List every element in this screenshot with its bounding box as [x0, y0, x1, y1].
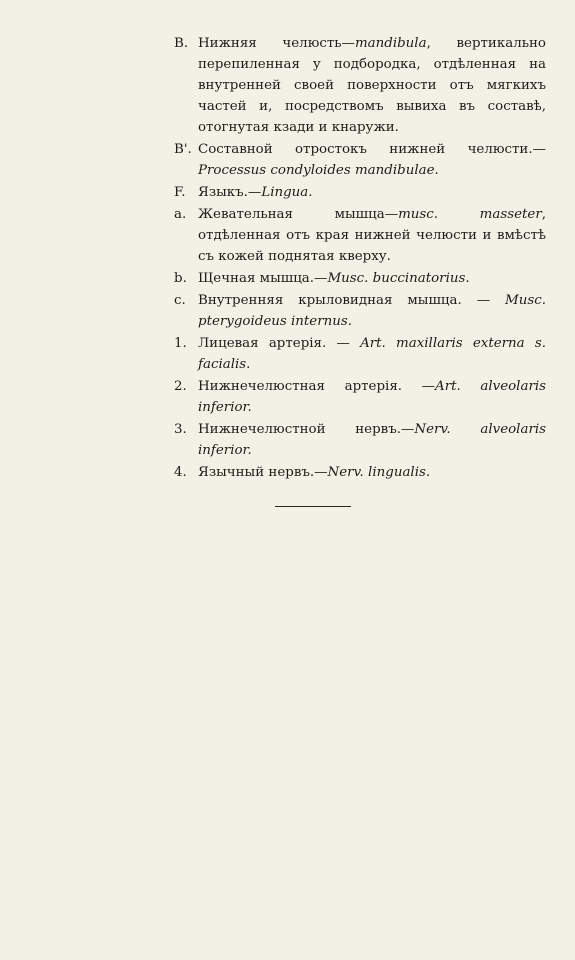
legend-entry-B: [174, 33, 546, 138]
legend-entry-1: [174, 333, 546, 375]
legend-entry-a: [174, 204, 546, 267]
entry-key: B'.: [174, 142, 192, 157]
legend-entry-3: [174, 419, 546, 461]
legend-entry-2: [174, 376, 546, 418]
entry-text: Внутренняя крыловидная мышца. — Musc. pterygoideus internus.: [198, 293, 546, 329]
entry-text: Нижнечелюстной нервъ.—Nerv. alveolaris inferior.: [198, 422, 546, 458]
entry-key: 4.: [174, 465, 187, 480]
entry-key: 2.: [174, 379, 187, 394]
legend-entry-c: [174, 290, 546, 332]
entry-text: Составной отростокъ нижней челюсти.—Processus condyloides mandibulae.: [198, 142, 546, 178]
entry-key: 3.: [174, 422, 187, 437]
entry-text: Языкъ.—Lingua.: [198, 185, 313, 200]
figure-legend: [174, 33, 546, 484]
entry-text: Лицевая артерія. — Art. maxillaris externa s. facialis.: [198, 336, 546, 372]
entry-key: b.: [174, 271, 187, 286]
entry-text: Язычный нервъ.—Nerv. lingualis.: [198, 465, 431, 480]
entry-key: a.: [174, 207, 187, 222]
entry-key: B.: [174, 36, 189, 51]
entry-text: Жевательная мышца—musc. masseter, отдѣленная отъ края нижней челюсти и вмѣстѣ съ кожей поднятая кверху.: [198, 207, 546, 264]
entry-text: Нижнечелюстная артерія. —Art. alveolaris inferior.: [198, 379, 547, 415]
entry-key: 1.: [174, 336, 187, 351]
legend-entry-b: [174, 268, 546, 289]
legend-entry-4: [174, 462, 546, 483]
entry-text: Щечная мышца.—Musc. buccinatorius.: [198, 271, 470, 286]
legend-entry-F: [174, 182, 546, 203]
entry-text: Нижняя челюсть—mandibula, вертикально перепиленная у подбородка, отдѣленная на внутренней своей поверхности отъ мягкихъ частей и, посредствомъ вывиха въ составѣ, отогнутая кзади и кнаружи.: [198, 36, 546, 135]
legend-entry-B-prime: [174, 139, 546, 181]
divider-rule: [275, 506, 351, 507]
entry-key: F.: [174, 185, 186, 200]
entry-key: c.: [174, 293, 186, 308]
